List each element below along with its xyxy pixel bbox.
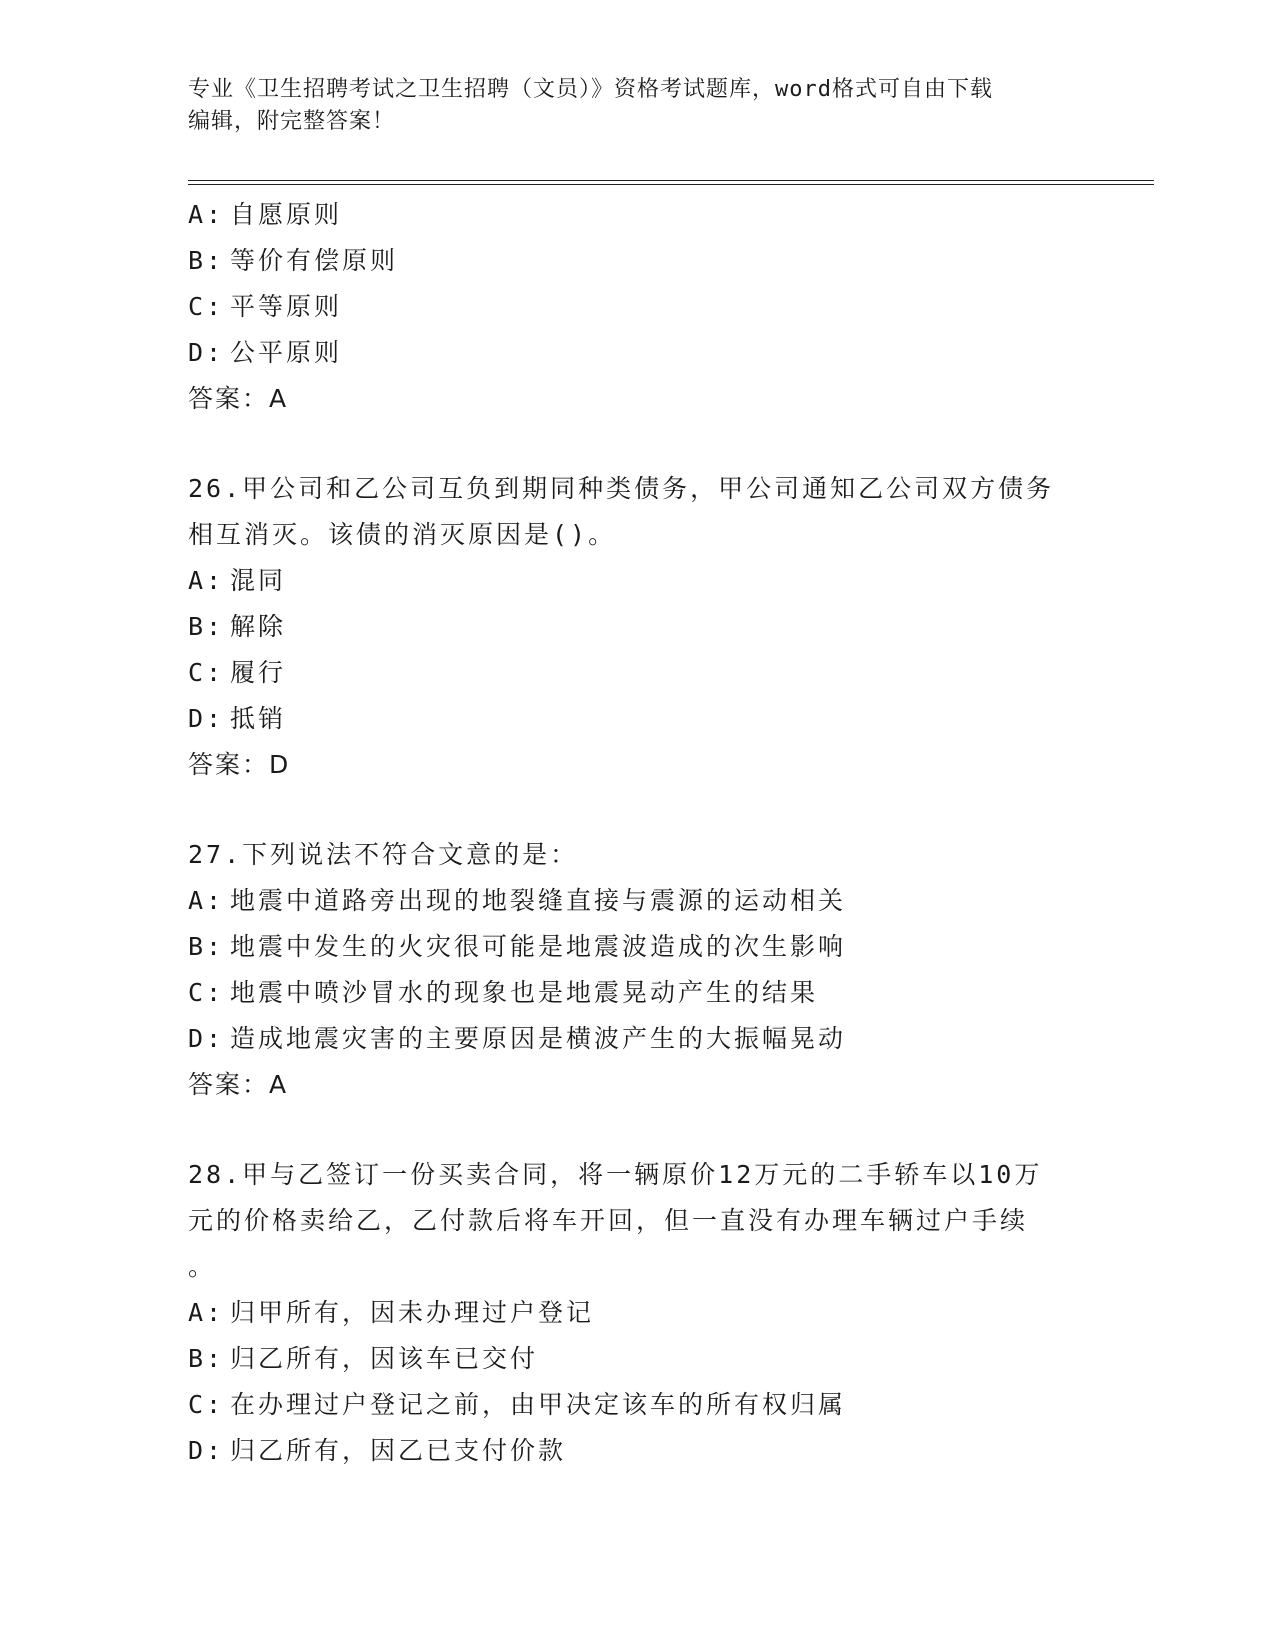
answer-line: 答案：D: [188, 750, 291, 779]
option-letter: C:: [188, 1390, 225, 1419]
option-text: 归甲所有，因未办理过户登记: [230, 1298, 595, 1327]
option-text: 解除: [230, 612, 287, 641]
option-letter: D:: [188, 704, 225, 733]
option-text: 混同: [230, 566, 287, 595]
question-text-line: 元的价格卖给乙，乙付款后将车开回，但一直没有办理车辆过户手续: [188, 1206, 1029, 1235]
option-letter: A:: [188, 566, 225, 595]
option-text: 造成地震灾害的主要原因是横波产生的大振幅晃动: [230, 1024, 847, 1053]
question-text-line: 28.甲与乙签订一份买卖合同，将一辆原价12万元的二手轿车以10万: [188, 1160, 1043, 1189]
option-text: 地震中道路旁出现的地裂缝直接与震源的运动相关: [230, 886, 847, 915]
option-text: 平等原则: [230, 292, 343, 321]
option-a: [188, 192, 1088, 238]
option-text: 履行: [230, 658, 287, 687]
question-27-block: [188, 832, 1088, 1108]
option-letter: B:: [188, 612, 225, 641]
option-letter: B:: [188, 246, 225, 275]
option-b: [188, 924, 1088, 970]
option-d: [188, 1428, 1088, 1474]
option-letter: C:: [188, 658, 225, 687]
header-divider-bottom: [188, 184, 1154, 185]
option-text: 在办理过户登记之前，由甲决定该车的所有权归属: [230, 1390, 847, 1419]
option-b: [188, 238, 1088, 284]
option-letter: C:: [188, 292, 225, 321]
option-letter: C:: [188, 978, 225, 1007]
option-a: [188, 558, 1088, 604]
option-letter: D:: [188, 338, 225, 367]
option-b: [188, 604, 1088, 650]
option-text: 地震中发生的火灾很可能是地震波造成的次生影响: [230, 932, 847, 961]
option-c: [188, 1382, 1088, 1428]
option-text: 地震中喷沙冒水的现象也是地震晃动产生的结果: [230, 978, 819, 1007]
option-c: [188, 650, 1088, 696]
answer-line: 答案：A: [188, 1070, 289, 1099]
question-text-line: 26.甲公司和乙公司互负到期同种类债务，甲公司通知乙公司双方债务: [188, 474, 1055, 503]
answer-line: 答案：A: [188, 384, 289, 413]
option-letter: B:: [188, 1344, 225, 1373]
document-header: [188, 74, 1088, 138]
option-letter: A:: [188, 200, 225, 229]
option-a: [188, 1290, 1088, 1336]
option-letter: D:: [188, 1436, 225, 1465]
option-text: 抵销: [230, 704, 287, 733]
option-letter: A:: [188, 886, 225, 915]
option-c: [188, 284, 1088, 330]
option-text: 等价有偿原则: [230, 246, 399, 275]
header-line-1: 专业《卫生招聘考试之卫生招聘（文员）》资格考试题库，word格式可自由下载: [188, 77, 993, 102]
question-26-block: [188, 466, 1088, 788]
option-letter: B:: [188, 932, 225, 961]
question-content: [188, 192, 1088, 1474]
option-d: [188, 330, 1088, 376]
question-text-line: 27.下列说法不符合文意的是：: [188, 840, 579, 869]
option-b: [188, 1336, 1088, 1382]
option-d: [188, 1016, 1088, 1062]
option-d: [188, 696, 1088, 742]
question-25-block: [188, 192, 1088, 422]
option-text: 公平原则: [230, 338, 343, 367]
question-28-block: [188, 1152, 1088, 1474]
option-text: 自愿原则: [230, 200, 343, 229]
option-c: [188, 970, 1088, 1016]
header-divider-top: [188, 180, 1154, 181]
header-line-2: 编辑，附完整答案！: [188, 109, 396, 134]
option-letter: A:: [188, 1298, 225, 1327]
option-text: 归乙所有，因乙已支付价款: [230, 1436, 567, 1465]
question-text-line: 相互消灭。该债的消灭原因是()。: [188, 520, 617, 549]
option-a: [188, 878, 1088, 924]
question-text-line: 。: [188, 1252, 217, 1281]
option-text: 归乙所有，因该车已交付: [230, 1344, 539, 1373]
option-letter: D:: [188, 1024, 225, 1053]
